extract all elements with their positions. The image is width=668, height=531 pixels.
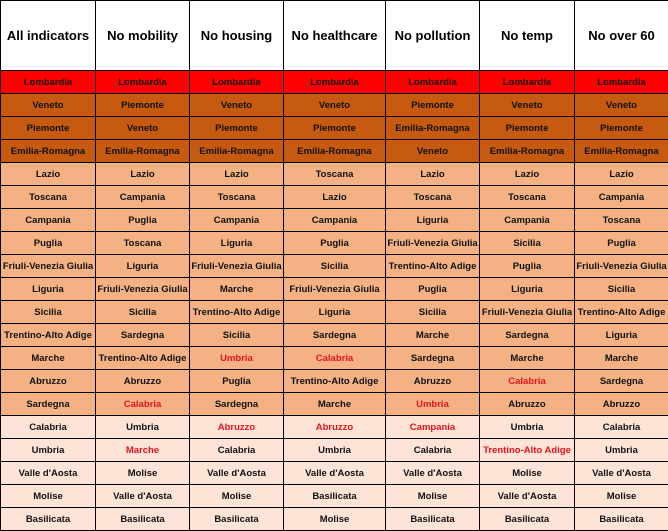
table-row [1,140,668,163]
region-cell: Campania [480,209,575,232]
column-header-no-mobility: No mobility [96,1,190,71]
region-cell: Basilicata [480,508,575,531]
table-row [1,163,668,186]
region-cell: Puglia [480,255,575,278]
region-cell: Sicilia [480,232,575,255]
table-row [1,71,668,94]
table-row [1,439,668,462]
table-row [1,255,668,278]
region-cell: Umbria [96,416,190,439]
region-cell: Friuli-Venezia Giulia [386,232,480,255]
region-cell: Piemonte [284,117,386,140]
region-cell: Marche [386,324,480,347]
region-cell: Marche [190,278,284,301]
region-cell: Campania [190,209,284,232]
table-row [1,393,668,416]
region-cell: Liguria [575,324,668,347]
region-cell: Friuli-Venezia Giulia [96,278,190,301]
region-cell: Valle d'Aosta [480,485,575,508]
column-header-no-healthcare: No healthcare [284,1,386,71]
region-cell: Calabria [1,416,96,439]
region-cell: Puglia [386,278,480,301]
region-cell: Abruzzo [480,393,575,416]
region-cell: Calabria [284,347,386,370]
column-header-no-over-60: No over 60 [575,1,668,71]
region-cell: Marche [96,439,190,462]
table-row [1,508,668,531]
region-cell: Veneto [190,94,284,117]
region-cell: Toscana [575,209,668,232]
region-cell: Liguria [284,301,386,324]
region-cell: Lombardia [1,71,96,94]
region-cell: Abruzzo [575,393,668,416]
region-cell: Veneto [575,94,668,117]
region-cell: Marche [284,393,386,416]
region-cell: Sicilia [386,301,480,324]
region-cell: Molise [1,485,96,508]
region-cell: Molise [190,485,284,508]
column-header-no-pollution: No pollution [386,1,480,71]
region-cell: Lombardia [96,71,190,94]
region-cell: Friuli-Venezia Giulia [284,278,386,301]
region-cell: Friuli-Venezia Giulia [190,255,284,278]
table-row [1,347,668,370]
region-cell: Calabria [190,439,284,462]
table-row [1,416,668,439]
region-cell: Sardegna [1,393,96,416]
region-cell: Puglia [284,232,386,255]
region-cell: Toscana [190,186,284,209]
region-cell: Emilia-Romagna [96,140,190,163]
region-cell: Marche [480,347,575,370]
region-cell: Lombardia [284,71,386,94]
table-row [1,94,668,117]
region-cell: Lazio [575,163,668,186]
region-cell: Lazio [190,163,284,186]
region-cell: Trentino-Alto Adige [190,301,284,324]
region-cell: Basilicata [284,485,386,508]
region-cell: Toscana [284,163,386,186]
region-cell: Valle d'Aosta [190,462,284,485]
region-cell: Abruzzo [190,416,284,439]
region-cell: Piemonte [190,117,284,140]
table-row [1,232,668,255]
region-cell: Marche [575,347,668,370]
region-cell: Veneto [480,94,575,117]
region-cell: Basilicata [96,508,190,531]
region-cell: Puglia [575,232,668,255]
region-cell: Toscana [1,186,96,209]
region-cell: Sicilia [1,301,96,324]
region-cell: Basilicata [386,508,480,531]
region-cell: Molise [480,462,575,485]
region-cell: Friuli-Venezia Giulia [1,255,96,278]
region-cell: Emilia-Romagna [284,140,386,163]
region-cell: Toscana [480,186,575,209]
region-cell: Lombardia [480,71,575,94]
region-cell: Sicilia [284,255,386,278]
region-cell: Sardegna [190,393,284,416]
region-cell: Sardegna [386,347,480,370]
table-row [1,278,668,301]
region-cell: Trentino-Alto Adige [480,439,575,462]
region-cell: Basilicata [190,508,284,531]
region-cell: Umbria [575,439,668,462]
region-cell: Liguria [96,255,190,278]
region-cell: Trentino-Alto Adige [1,324,96,347]
column-header-all-indicators: All indicators [1,1,96,71]
region-cell: Emilia-Romagna [1,140,96,163]
region-cell: Emilia-Romagna [190,140,284,163]
region-cell: Lazio [284,186,386,209]
region-cell: Abruzzo [284,416,386,439]
region-cell: Lazio [480,163,575,186]
region-cell: Valle d'Aosta [1,462,96,485]
region-cell: Friuli-Venezia Giulia [480,301,575,324]
region-cell: Piemonte [575,117,668,140]
region-cell: Abruzzo [1,370,96,393]
region-cell: Piemonte [96,94,190,117]
table-row [1,186,668,209]
region-cell: Lazio [96,163,190,186]
region-cell: Veneto [96,117,190,140]
region-cell: Campania [1,209,96,232]
region-cell: Veneto [1,94,96,117]
region-cell: Piemonte [1,117,96,140]
table-row [1,301,668,324]
region-cell: Valle d'Aosta [575,462,668,485]
region-cell: Friuli-Venezia Giulia [575,255,668,278]
table-row [1,485,668,508]
region-cell: Campania [284,209,386,232]
region-cell: Sardegna [480,324,575,347]
region-cell: Veneto [284,94,386,117]
region-cell: Umbria [480,416,575,439]
table-body [1,71,668,531]
region-cell: Molise [386,485,480,508]
column-header-no-temp: No temp [480,1,575,71]
region-cell: Liguria [1,278,96,301]
region-cell: Marche [1,347,96,370]
region-cell: Sardegna [575,370,668,393]
region-cell: Basilicata [575,508,668,531]
region-cell: Puglia [190,370,284,393]
region-cell: Umbria [284,439,386,462]
region-cell: Abruzzo [96,370,190,393]
table-row [1,462,668,485]
region-cell: Lazio [1,163,96,186]
region-cell: Basilicata [1,508,96,531]
region-cell: Calabria [575,416,668,439]
region-cell: Sicilia [190,324,284,347]
region-cell: Sicilia [575,278,668,301]
region-cell: Valle d'Aosta [96,485,190,508]
region-cell: Puglia [96,209,190,232]
region-cell: Emilia-Romagna [386,117,480,140]
region-cell: Liguria [386,209,480,232]
table-row [1,370,668,393]
region-cell: Molise [96,462,190,485]
region-cell: Lazio [386,163,480,186]
table-row [1,324,668,347]
region-cell: Emilia-Romagna [575,140,668,163]
region-cell: Lombardia [575,71,668,94]
region-cell: Liguria [480,278,575,301]
region-cell: Valle d'Aosta [284,462,386,485]
region-cell: Liguria [190,232,284,255]
region-cell: Umbria [386,393,480,416]
region-cell: Molise [575,485,668,508]
region-cell: Campania [386,416,480,439]
region-cell: Calabria [96,393,190,416]
region-cell: Trentino-Alto Adige [284,370,386,393]
table-row [1,117,668,140]
region-cell: Sicilia [96,301,190,324]
region-cell: Trentino-Alto Adige [96,347,190,370]
region-cell: Trentino-Alto Adige [386,255,480,278]
region-cell: Lombardia [386,71,480,94]
region-cell: Valle d'Aosta [386,462,480,485]
region-cell: Sardegna [96,324,190,347]
region-cell: Umbria [1,439,96,462]
region-cell: Sardegna [284,324,386,347]
region-cell: Puglia [1,232,96,255]
region-cell: Toscana [386,186,480,209]
region-cell: Campania [575,186,668,209]
table-row [1,209,668,232]
region-cell: Toscana [96,232,190,255]
header-row [1,1,668,71]
region-cell: Umbria [190,347,284,370]
region-cell: Lombardia [190,71,284,94]
region-cell: Piemonte [480,117,575,140]
region-cell: Veneto [386,140,480,163]
region-cell: Emilia-Romagna [480,140,575,163]
region-cell: Campania [96,186,190,209]
region-cell: Abruzzo [386,370,480,393]
column-header-no-housing: No housing [190,1,284,71]
region-cell: Calabria [386,439,480,462]
region-cell: Piemonte [386,94,480,117]
region-cell: Molise [284,508,386,531]
region-cell: Calabria [480,370,575,393]
region-cell: Trentino-Alto Adige [575,301,668,324]
